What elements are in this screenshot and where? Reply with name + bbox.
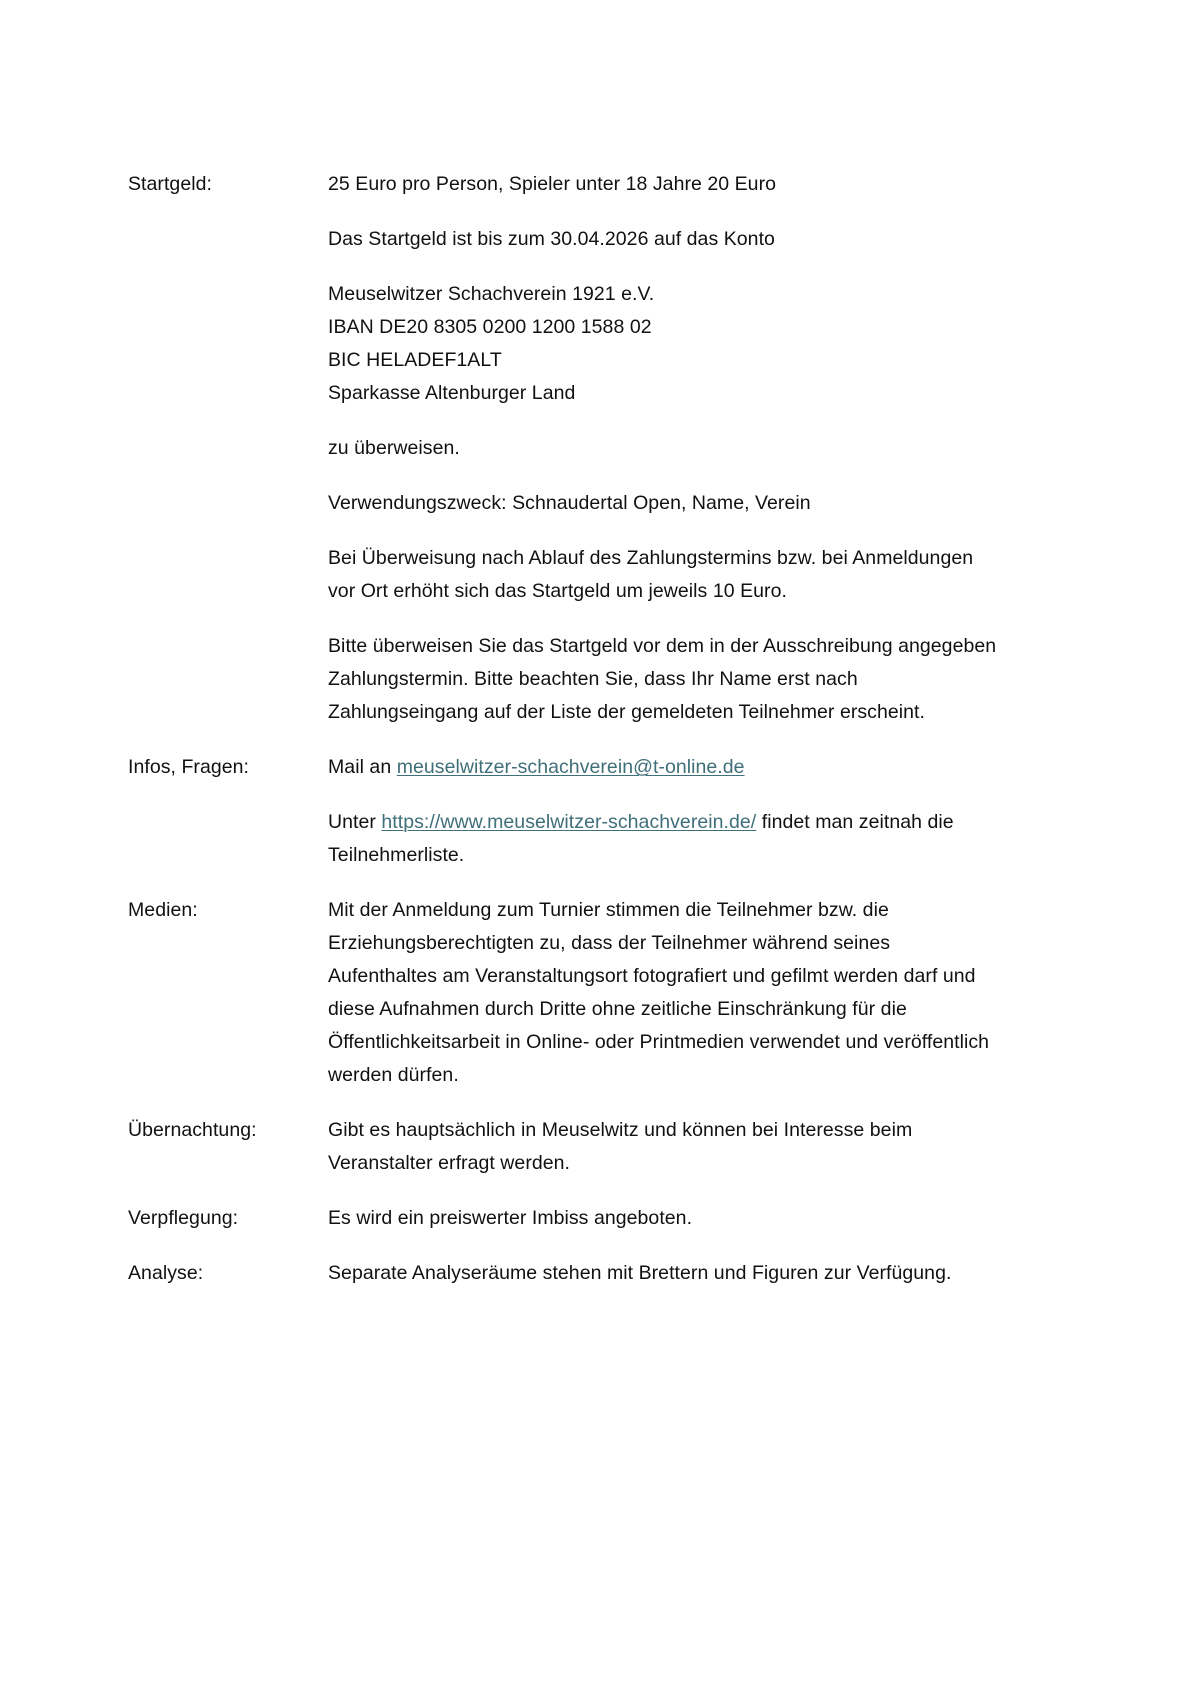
section-content-verpflegung — [328, 1202, 1000, 1235]
paragraph-website — [328, 806, 1000, 872]
paragraph-accommodation: Gibt es hauptsächlich in Meuselwitz und können bei Interesse beim Veranstalter erfragt werden. — [328, 1119, 913, 1174]
bank-account-holder: Meuselwitzer Schachverein 1921 e.V. — [328, 283, 655, 305]
section-verpflegung — [128, 1202, 1000, 1235]
paragraph-media-consent: Mit der Anmeldung zum Turnier stimmen die Teilnehmer bzw. die Erziehungsberechtigten zu, dass der Teilnehmer während seines Aufenthaltes am Veranstaltungsort fotografiert und gefilmt werden darf und diese Aufnahmen durch Dritte ohne zeitliche Einschränkung für die Öffentlichkeitsarbeit in Online- oder Printmedien verwendet und veröffentlich werden dürfen. — [328, 899, 990, 1086]
section-content-medien — [328, 894, 1000, 1092]
paragraph-transfer: zu überweisen. — [328, 437, 460, 459]
paragraph-late-fee: Bei Überweisung nach Ablauf des Zahlungstermins bzw. bei Anmeldungen vor Ort erhöht sich das Startgeld um jeweils 10 Euro. — [328, 547, 974, 602]
section-label-startgeld: Startgeld: — [128, 173, 212, 195]
section-analyse — [128, 1257, 1000, 1290]
section-content-startgeld — [328, 168, 1000, 729]
bank-bic: BIC HELADEF1ALT — [328, 349, 502, 371]
section-infos-fragen — [128, 751, 1000, 872]
paragraph-mail — [328, 751, 1000, 784]
section-label-uebernachtung: Übernachtung: — [128, 1119, 257, 1141]
bank-details — [328, 278, 1000, 410]
bank-name: Sparkasse Altenburger Land — [328, 382, 576, 404]
website-link[interactable]: https://www.meuselwitzer-schachverein.de/ — [381, 811, 757, 833]
section-label-infos-fragen: Infos, Fragen: — [128, 756, 250, 778]
section-uebernachtung — [128, 1114, 1000, 1180]
section-label-verpflegung: Verpflegung: — [128, 1207, 239, 1229]
paragraph-fee: 25 Euro pro Person, Spieler unter 18 Jahre 20 Euro — [328, 173, 777, 195]
section-startgeld — [128, 168, 1000, 729]
section-label-medien: Medien: — [128, 899, 198, 921]
section-label-analyse: Analyse: — [128, 1262, 204, 1284]
paragraph-analysis: Separate Analyseräume stehen mit Brettern und Figuren zur Verfügung. — [328, 1262, 952, 1284]
paragraph-purpose: Verwendungszweck: Schnaudertal Open, Name, Verein — [328, 492, 811, 514]
bank-iban: IBAN DE20 8305 0200 1200 1588 02 — [328, 316, 652, 338]
section-content-infos-fragen — [328, 751, 1000, 872]
paragraph-catering: Es wird ein preiswerter Imbiss angeboten. — [328, 1207, 693, 1229]
paragraph-deadline: Das Startgeld ist bis zum 30.04.2026 auf das Konto — [328, 228, 775, 250]
paragraph-payment-note: Bitte überweisen Sie das Startgeld vor dem in der Ausschreibung angegeben Zahlungstermin. Bitte beachten Sie, dass Ihr Name erst nach Zahlungseingang auf der Liste der gemeldeten Teilnehmer erscheint. — [328, 635, 997, 723]
document-body — [128, 168, 1000, 1290]
section-content-uebernachtung — [328, 1114, 1000, 1180]
section-content-analyse — [328, 1257, 1000, 1290]
mail-prefix-text: Mail an — [328, 756, 397, 778]
website-suffix-text: findet man zeitnah die Teilnehmerliste. — [328, 811, 954, 866]
section-medien — [128, 894, 1000, 1092]
email-link[interactable]: meuselwitzer-schachverein@t-online.de — [396, 756, 745, 778]
website-prefix-text: Unter — [328, 811, 382, 833]
